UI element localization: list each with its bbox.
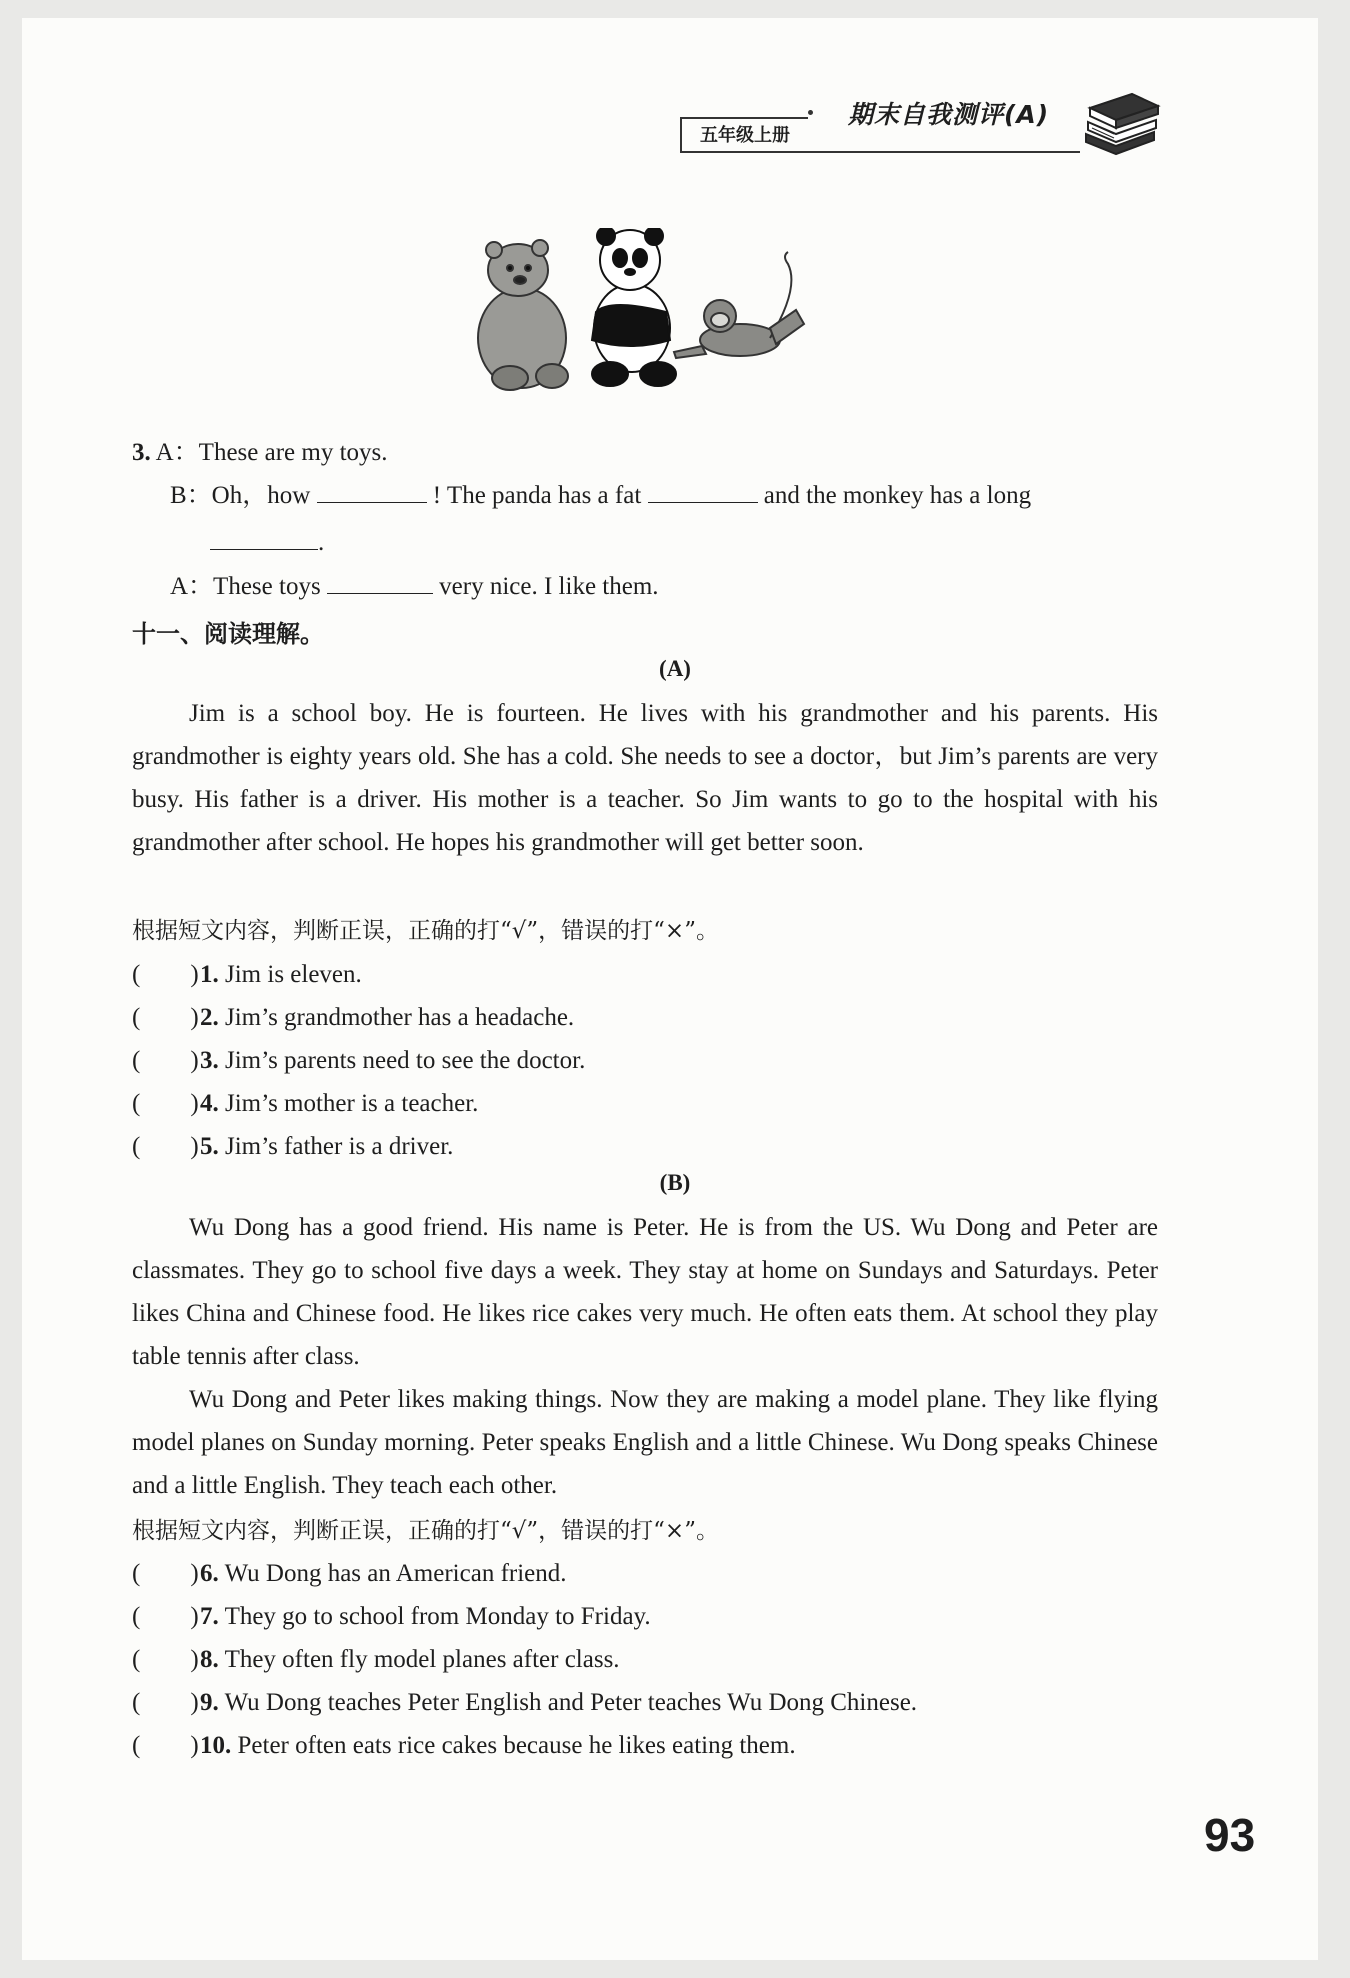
question-item (132, 1596, 651, 1632)
dialog-text: A：These toys (170, 573, 321, 600)
question-text: Jim’s mother is a teacher. (225, 1090, 479, 1117)
question-item (132, 1040, 585, 1076)
dialog-line-b1 (170, 479, 1031, 513)
question-item (132, 1682, 917, 1718)
question-number: 3. (132, 439, 151, 466)
dialog-text: ! The panda has a fat (432, 482, 642, 509)
question-item (132, 954, 362, 990)
question-number: 1. (200, 961, 219, 988)
dialog-text: B：Oh，how (170, 482, 311, 509)
books-stack-icon (1082, 88, 1162, 158)
question-text: They often fly model planes after class. (224, 1646, 620, 1673)
question-item (132, 997, 574, 1033)
passage-b-label: (B) (659, 1170, 691, 1195)
question-text: Jim’s parents need to see the doctor. (225, 1047, 586, 1074)
question-text: Jim is eleven. (225, 961, 362, 988)
question-item (132, 1553, 567, 1589)
question-text: Wu Dong has an American friend. (224, 1560, 567, 1587)
answer-paren[interactable]: ( ) (132, 1646, 199, 1673)
question-number: 4. (200, 1090, 219, 1117)
question-text: Jim’s father is a driver. (225, 1133, 454, 1160)
answer-blank[interactable] (648, 480, 758, 503)
answer-paren[interactable]: ( ) (132, 1090, 199, 1117)
section-title: 十一、阅读理解。 (132, 620, 324, 648)
question-number: 6. (200, 1560, 219, 1587)
passage-b-paragraph-2: Wu Dong and Peter likes making things. Now they are making a model plane. They like flying model planes on Sunday morning. Peter speaks English and a little Chinese. Wu Dong speaks Chinese and a little English. They teach each other. (132, 1386, 1158, 1499)
answer-blank[interactable] (210, 527, 318, 550)
answer-paren[interactable]: ( ) (132, 1560, 199, 1587)
question-number: 8. (200, 1646, 219, 1673)
answer-paren[interactable]: ( ) (132, 1689, 199, 1716)
question-item (132, 1126, 453, 1162)
test-title: 期末自我测评(A) (848, 100, 1050, 129)
question-number: 9. (200, 1689, 219, 1716)
passage-a-instruction: 根据短文内容，判断正误，正确的打“√”，错误的打“×”。 (132, 918, 719, 944)
answer-blank[interactable] (327, 571, 433, 594)
question-number: 5. (200, 1133, 219, 1160)
answer-paren[interactable]: ( ) (132, 1047, 199, 1074)
grade-label: 五年级上册 (680, 117, 808, 151)
answer-blank[interactable] (317, 480, 427, 503)
question-item (132, 1639, 620, 1675)
answer-paren[interactable]: ( ) (132, 1133, 199, 1160)
passage-a-text: Jim is a school boy. He is fourteen. He lives with his grandmother and his parents. His grandmother is eighty years old. She has a cold. She needs to see a doctor，but Jim’s parents are very busy. His father is a driver. His mother is a teacher. So Jim wants to go to the hospital with his grandmother after school. He hopes his grandmother will get better soon. (132, 700, 1158, 856)
question-number: 3. (200, 1047, 219, 1074)
passage-b-instruction: 根据短文内容，判断正误，正确的打“√”，错误的打“×”。 (132, 1518, 719, 1544)
header-rule (680, 151, 1080, 153)
passage-a-label: (A) (659, 656, 691, 681)
question-text: Wu Dong teaches Peter English and Peter teaches Wu Dong Chinese. (224, 1689, 918, 1716)
page-number: 93 (1204, 1809, 1256, 1861)
dialog-line-b1-cont (210, 526, 324, 560)
dialog-text: and the monkey has a long (763, 482, 1032, 509)
header-dot (808, 110, 813, 115)
toys-illustration (470, 228, 830, 398)
question-number: 10. (200, 1732, 232, 1759)
dialog-text: very nice. I like them. (439, 573, 659, 600)
dialog-text: . (318, 529, 325, 556)
bear-icon (478, 240, 568, 390)
panda-icon (592, 228, 676, 386)
dialog-line-a1 (132, 436, 388, 470)
question-text: Jim’s grandmother has a headache. (225, 1004, 575, 1031)
monkey-icon (674, 252, 804, 358)
answer-paren[interactable]: ( ) (132, 961, 199, 988)
dialog-text: A：These are my toys. (155, 439, 388, 466)
question-item (132, 1083, 478, 1119)
question-item (132, 1725, 796, 1761)
question-text: They go to school from Monday to Friday. (224, 1603, 651, 1630)
passage-b-paragraph-1: Wu Dong has a good friend. His name is Peter. He is from the US. Wu Dong and Peter are classmates. They go to school five days a week. They stay at home on Sundays and Saturdays. Peter likes China and Chinese food. He likes rice cakes very much. He often eats them. At school they play table tennis after class. (132, 1214, 1158, 1370)
answer-paren[interactable]: ( ) (132, 1603, 199, 1630)
question-number: 7. (200, 1603, 219, 1630)
answer-paren[interactable]: ( ) (132, 1004, 199, 1031)
answer-paren[interactable]: ( ) (132, 1732, 199, 1759)
question-number: 2. (200, 1004, 219, 1031)
dialog-line-a2 (170, 570, 659, 604)
question-text: Peter often eats rice cakes because he likes eating them. (237, 1732, 796, 1759)
